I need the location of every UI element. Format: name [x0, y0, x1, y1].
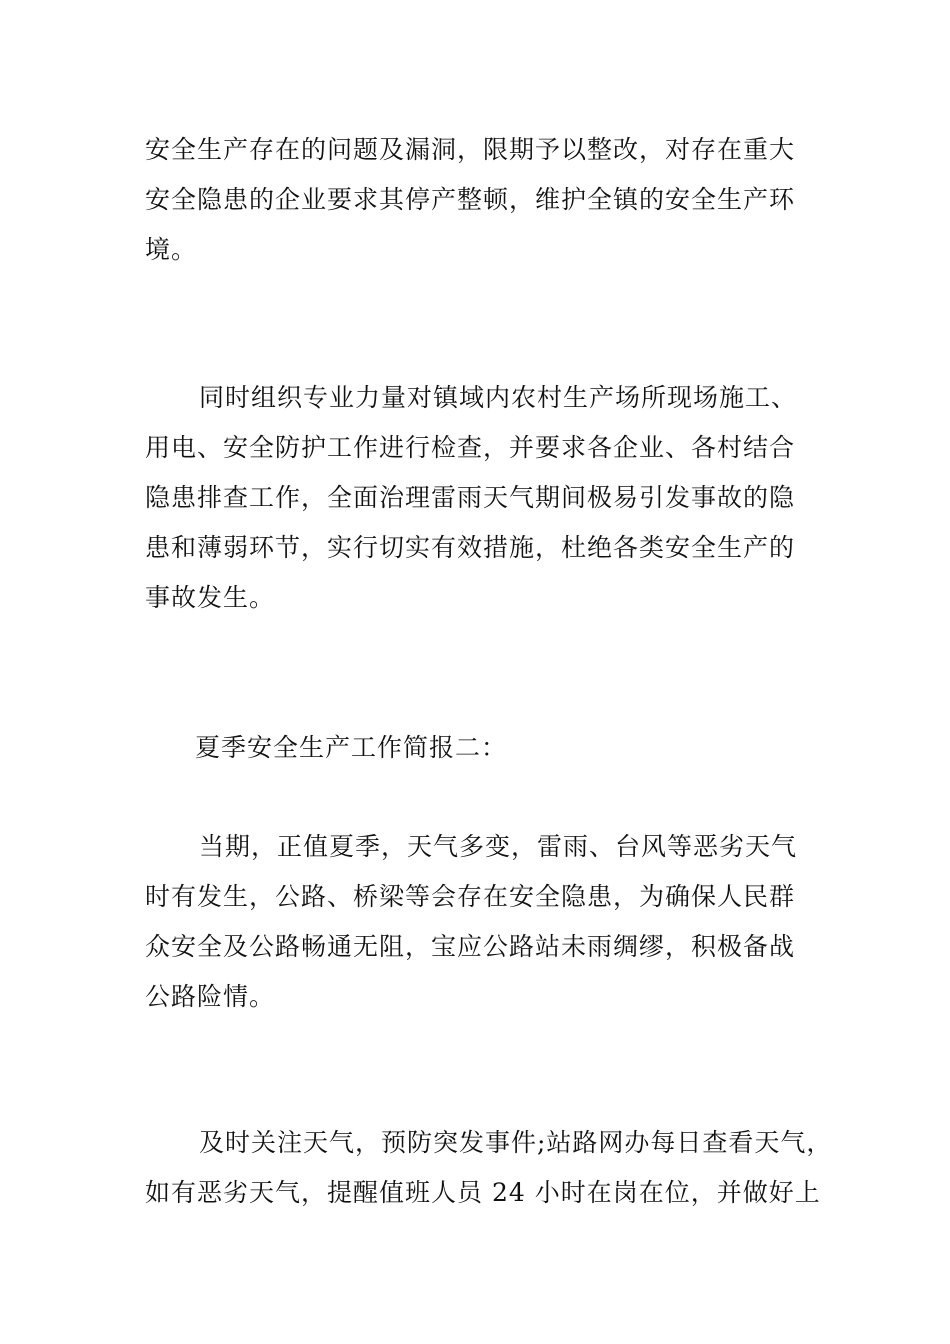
paragraph-line: 安全生产存在的问题及漏洞，限期予以整改，对存在重大: [145, 135, 796, 164]
paragraph-2: [145, 373, 820, 623]
paragraph-line: 患和薄弱环节，实行切实有效措施，杜绝各类安全生产的: [145, 533, 796, 562]
paragraph-line: 事故发生。: [145, 583, 276, 612]
paragraph-line: 安全隐患的企业要求其停产整顿，维护全镇的安全生产环: [145, 185, 796, 214]
paragraph-line: 时有发生，公路、桥梁等会存在安全隐患，为确保人民群: [145, 882, 796, 911]
paragraph-line: 同时组织专业力量对镇域内农村生产场所现场施工、: [199, 383, 798, 412]
paragraph-4: [145, 1118, 833, 1218]
section-heading: [145, 723, 820, 773]
paragraph-line: 用电、安全防护工作进行检查，并要求各企业、各村结合: [145, 433, 796, 462]
paragraph-line: 众安全及公路畅通无阻，宝应公路站未雨绸缪，积极备战: [145, 932, 796, 961]
paragraph-line: 及时关注天气，预防突发事件;站路网办每日查看天气，: [199, 1128, 833, 1157]
paragraph-line: 当期，正值夏季，天气多变，雷雨、台风等恶劣天气: [199, 832, 798, 861]
paragraph-line: 如有恶劣天气，提醒值班人员 24 小时在岗在位，并做好上: [145, 1178, 821, 1207]
paragraph-line: 公路险情。: [145, 982, 276, 1011]
heading-text: 夏季安全生产工作简报二：: [195, 733, 508, 762]
paragraph-3: [145, 822, 820, 1022]
paragraph-1: [145, 125, 820, 275]
paragraph-line: 境。: [145, 235, 198, 264]
paragraph-line: 隐患排查工作，全面治理雷雨天气期间极易引发事故的隐: [145, 483, 796, 512]
